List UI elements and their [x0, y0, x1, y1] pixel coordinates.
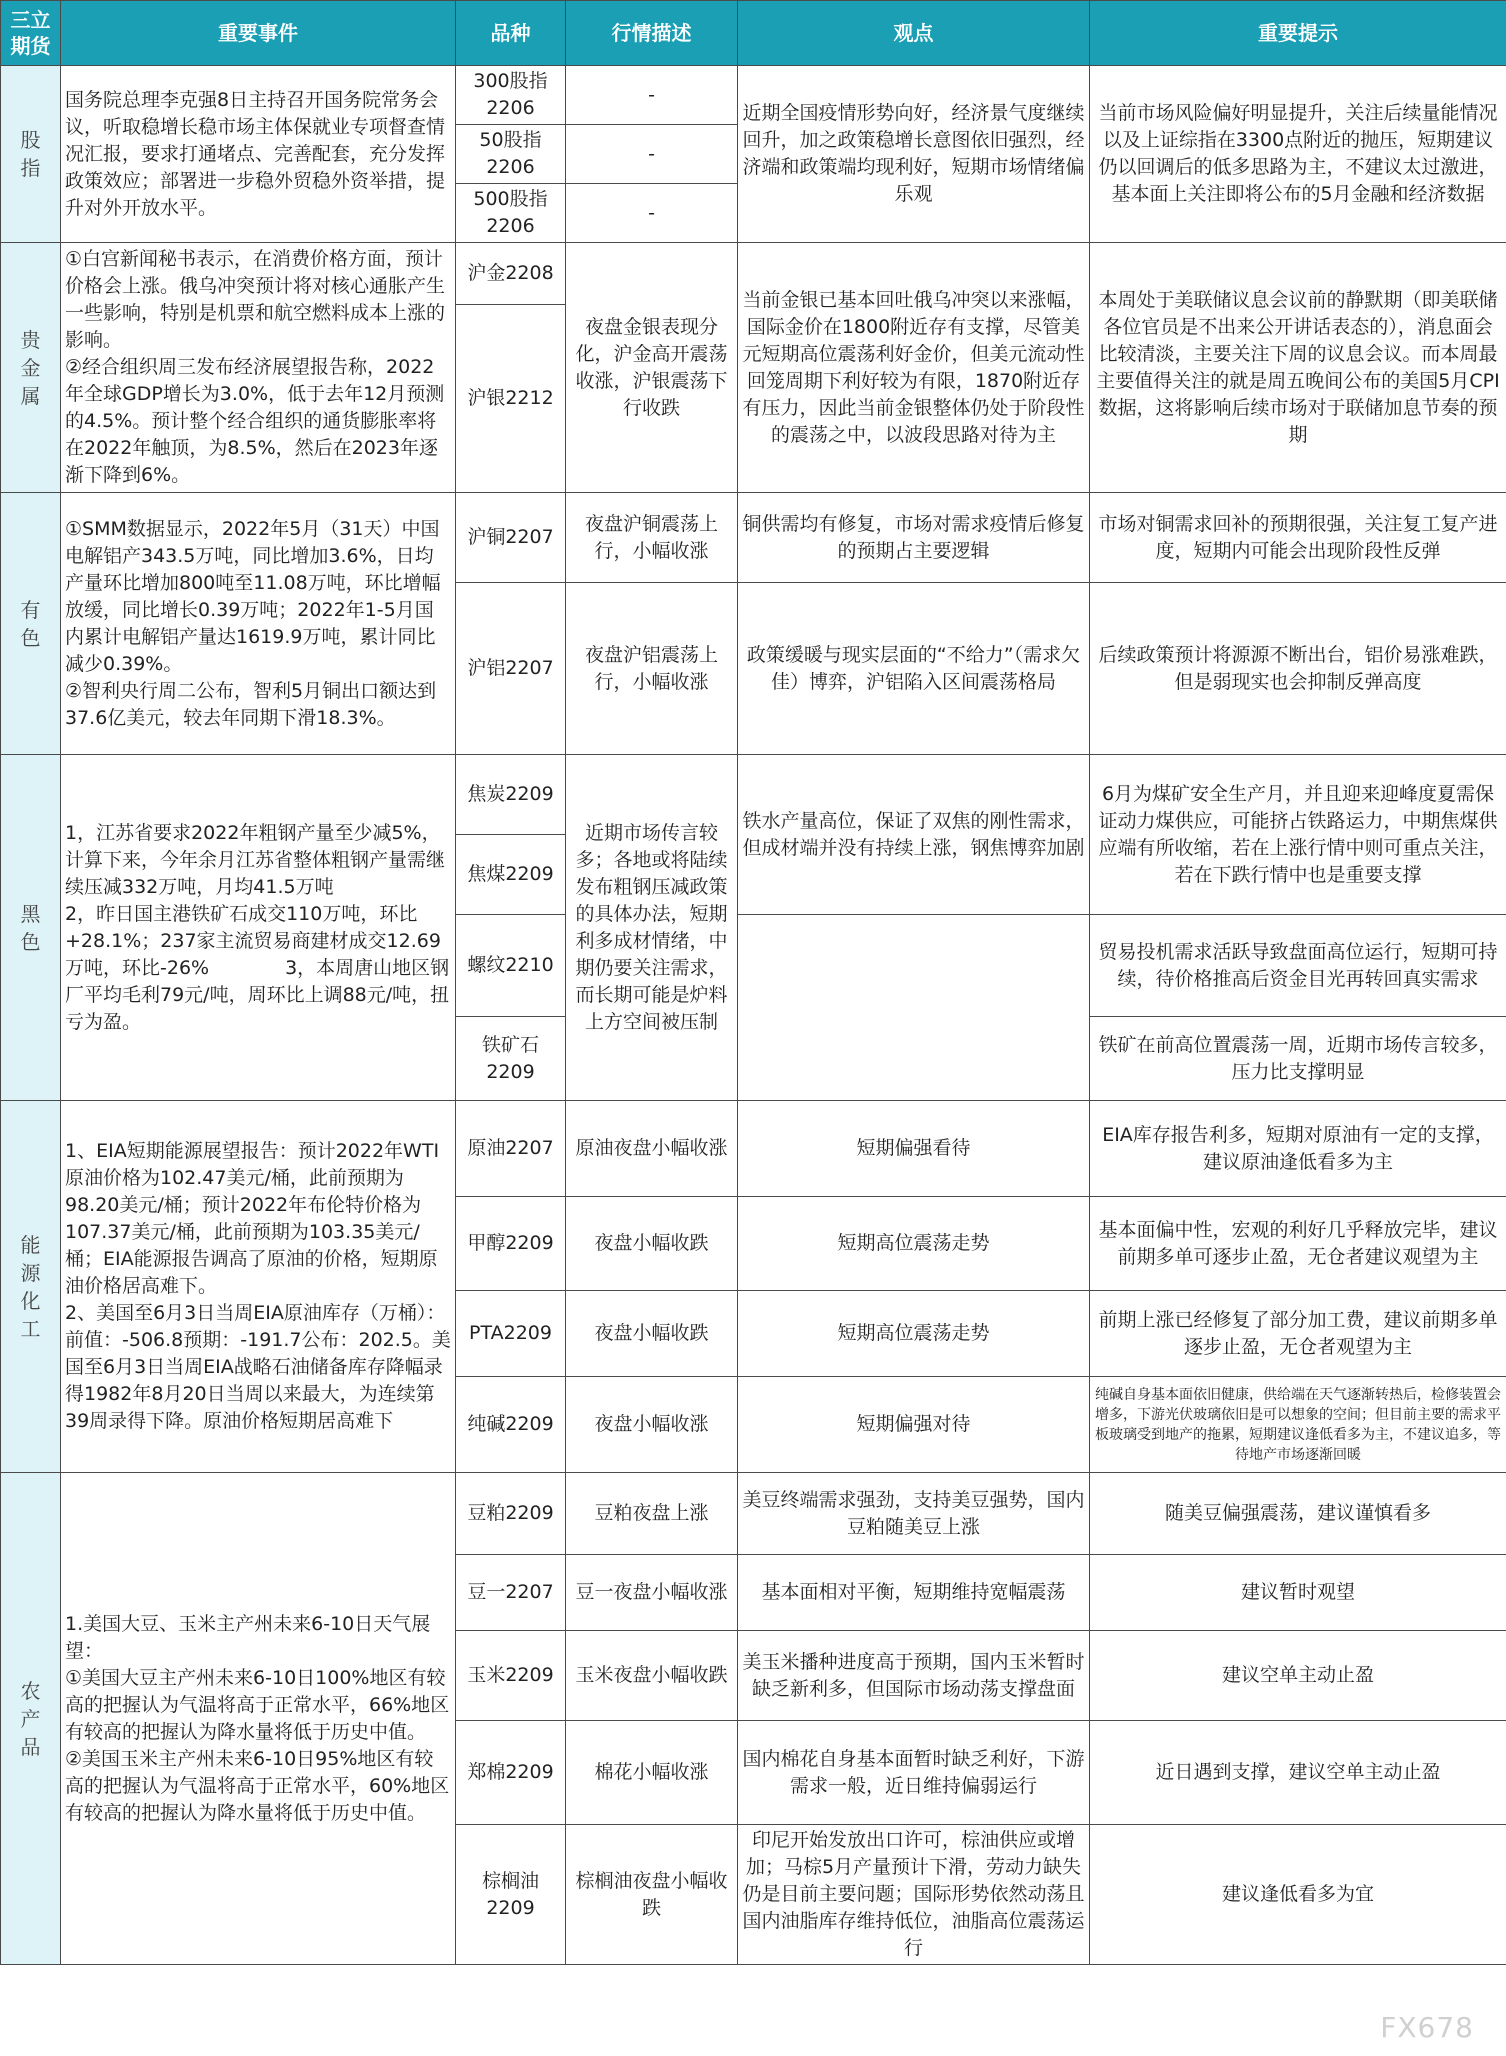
tip-cell: 贸易投机需求活跃导致盘面高位运行，短期可持续，待价格推高后资金目光再转回真实需求: [1090, 915, 1506, 1017]
view-header: 观点: [738, 1, 1090, 66]
event-stock-index: 国务院总理李克强8日主持召开国务院常务会议，听取稳增长稳市场主体保就业专项督查情况汇报，要求打通堵点、完善配套，充分发挥政策效应；部署进一步稳外贸稳外资举措，提升对外开放水平。: [61, 66, 456, 243]
tip-cell: 后续政策预计将源源不断出台，铝价易涨难跌，但是弱现实也会抑制反弹高度: [1090, 583, 1506, 755]
view-cell: 铁水产量高位，保证了双焦的刚性需求，但成材端并没有持续上涨，钢焦博弈加剧: [738, 755, 1090, 915]
market-cell: 近期市场传言较多；各地或将陆续发布粗钢压减政策的具体办法，短期利多成材情绪，中期仍要关注需求，而长期可能是炉料上方空间被压制: [566, 755, 738, 1101]
view-cell: 当前金银已基本回吐俄乌冲突以来涨幅，国际金价在1800附近存有支撑，尽管美元短期高位震荡利好金价，但美元流动性回笼周期下利好较为有限，1870附近存有压力，因此当前金银整体仍处于阶段性的震荡之中，以波段思路对待为主: [738, 243, 1090, 493]
variety-cell: 焦炭2209: [456, 755, 566, 835]
view-cell: 政策缓暖与现实层面的“不给力”（需求欠佳）博弈，沪铝陷入区间震荡格局: [738, 583, 1090, 755]
table-row: [1, 493, 1506, 583]
variety-cell: 500股指2206: [456, 184, 566, 243]
watermark-logo: FX678: [1380, 2011, 1474, 2044]
view-cell: 铜供需均有修复，市场对需求疫情后修复的预期占主要逻辑: [738, 493, 1090, 583]
variety-cell: 沪铝2207: [456, 583, 566, 755]
market-cell: 夜盘沪铝震荡上行，小幅收涨: [566, 583, 738, 755]
market-cell: 豆粕夜盘上涨: [566, 1473, 738, 1555]
market-cell: -: [566, 125, 738, 184]
view-cell: 短期偏强对待: [738, 1377, 1090, 1473]
view-cell: 国内棉花自身基本面暂时缺乏利好，下游需求一般，近日维持偏弱运行: [738, 1721, 1090, 1825]
variety-cell: 沪金2208: [456, 243, 566, 305]
tip-cell: 前期上涨已经修复了部分加工费，建议前期多单逐步止盈，无仓者观望为主: [1090, 1291, 1506, 1377]
variety-header: 品种: [456, 1, 566, 66]
variety-cell: 纯碱2209: [456, 1377, 566, 1473]
variety-cell: 300股指2206: [456, 66, 566, 125]
tip-cell: 建议逢低看多为宜: [1090, 1825, 1506, 1965]
tip-cell: EIA库存报告利多，短期对原油有一定的支撑，建议原油逢低看多为主: [1090, 1101, 1506, 1197]
variety-cell: PTA2209: [456, 1291, 566, 1377]
view-cell: 美豆终端需求强劲，支持美豆强势，国内豆粕随美豆上涨: [738, 1473, 1090, 1555]
variety-cell: 棕榈油2209: [456, 1825, 566, 1965]
market-header: 行情描述: [566, 1, 738, 66]
event-agriculture: 1.美国大豆、玉米主产州未来6-10日天气展望： ①美国大豆主产州未来6-10日100%地区有较高的把握认为气温将高于正常水平，66%地区有较高的把握认为降水量将低于历史中值。 ②美国玉米主产州未来6-10日95%地区有较高的把握认为气温将高于正常水平，60%地区有较高的把握认为降水量将低于历史中值。: [61, 1473, 456, 1965]
variety-cell: 原油2207: [456, 1101, 566, 1197]
variety-cell: 玉米2209: [456, 1631, 566, 1721]
event-precious-metals: ①白宫新闻秘书表示，在消费价格方面，预计价格会上涨。俄乌冲突预计将对核心通胀产生一些影响，特别是机票和航空燃料成本上涨的影响。 ②经合组织周三发布经济展望报告称，2022年全球GDP增长为3.0%，低于去年12月预测的4.5%。预计整个经合组织的通货膨胀率将在2022年触顶，为8.5%，然后在2023年逐渐下降到6%。: [61, 243, 456, 493]
sector-label-ferrous: 黑色: [1, 755, 61, 1101]
variety-cell: 沪银2212: [456, 305, 566, 493]
tip-cell: 建议空单主动止盈: [1090, 1631, 1506, 1721]
variety-cell: 铁矿石2209: [456, 1017, 566, 1101]
variety-cell: 豆一2207: [456, 1555, 566, 1631]
view-cell: 短期偏强看待: [738, 1101, 1090, 1197]
market-cell: 棉花小幅收涨: [566, 1721, 738, 1825]
market-cell: 豆一夜盘小幅收涨: [566, 1555, 738, 1631]
view-cell: 美玉米播种进度高于预期，国内玉米暂时缺乏新利多，但国际市场动荡支撑盘面: [738, 1631, 1090, 1721]
market-cell: 夜盘金银表现分化，沪金高开震荡收涨，沪银震荡下行收跌: [566, 243, 738, 493]
table-row: [1, 1101, 1506, 1197]
market-cell: -: [566, 66, 738, 125]
tip-cell: 铁矿在前高位置震荡一周，近期市场传言较多，压力比支撑明显: [1090, 1017, 1506, 1101]
table-row: [1, 755, 1506, 835]
market-cell: 夜盘小幅收跌: [566, 1197, 738, 1291]
sector-label-precious-metals: 贵金属: [1, 243, 61, 493]
view-cell: 短期高位震荡走势: [738, 1291, 1090, 1377]
market-cell: 棕榈油夜盘小幅收跌: [566, 1825, 738, 1965]
table-row: [1, 243, 1506, 305]
sector-label-energy-chemicals: 能源化工: [1, 1101, 61, 1473]
event-ferrous: 1，江苏省要求2022年粗钢产量至少减5%，计算下来，今年余月江苏省整体粗钢产量需继续压减332万吨，月均41.5万吨 2，昨日国主港铁矿石成交110万吨，环比+28.1%；237家主流贸易商建材成交12.69万吨，环比-26% 3，本周唐山地区钢厂平均毛利79元/吨，周环比上调88元/吨，扭亏为盈。: [61, 755, 456, 1101]
tip-header: 重要提示: [1090, 1, 1506, 66]
tip-cell: 6月为煤矿安全生产月，并且迎来迎峰度夏需保证动力煤供应，可能挤占铁路运力，中期焦煤供应端有所收缩，若在上涨行情中则可重点关注，若在下跌行情中也是重要支撑: [1090, 755, 1506, 915]
sector-label-agriculture: 农产品: [1, 1473, 61, 1965]
variety-cell: 甲醇2209: [456, 1197, 566, 1291]
table-header-row: [1, 1, 1506, 66]
variety-cell: 郑棉2209: [456, 1721, 566, 1825]
market-cell: 玉米夜盘小幅收跌: [566, 1631, 738, 1721]
market-cell: 原油夜盘小幅收涨: [566, 1101, 738, 1197]
tip-cell: 本周处于美联储议息会议前的静默期（即美联储各位官员是不出来公开讲话表态的），消息面会比较清淡，主要关注下周的议息会议。而本周最主要值得关注的就是周五晚间公布的美国5月CPI数据，这将影响后续市场对于联储加息节奏的预期: [1090, 243, 1506, 493]
variety-cell: 焦煤2209: [456, 835, 566, 915]
tip-cell: 随美豆偏强震荡，建议谨慎看多: [1090, 1473, 1506, 1555]
view-cell: 基本面相对平衡，短期维持宽幅震荡: [738, 1555, 1090, 1631]
market-cell: -: [566, 184, 738, 243]
tip-cell: 市场对铜需求回补的预期很强，关注复工复产进度，短期内可能会出现阶段性反弹: [1090, 493, 1506, 583]
variety-cell: 豆粕2209: [456, 1473, 566, 1555]
event-energy-chemicals: 1、EIA短期能源展望报告：预计2022年WTI原油价格为102.47美元/桶，此前预期为98.20美元/桶；预计2022年布伦特价格为107.37美元/桶，此前预期为103.35美元/桶；EIA能源报告调高了原油的价格，短期原油价格居高难下。 2、美国至6月3日当周EIA原油库存（万桶）：前值：-506.8预期：-191.7公布：202.5。美国至6月3日当周EIA战略石油储备库存降幅录得1982年8月20日当周以来最大，为连续第39周录得下降。原油价格短期居高难下: [61, 1101, 456, 1473]
view-cell: 印尼开始发放出口许可，棕油供应或增加；马棕5月产量预计下滑，劳动力缺失仍是目前主要问题；国际形势依然动荡且国内油脂库存维持低位，油脂高位震荡运行: [738, 1825, 1090, 1965]
table-row: [1, 1473, 1506, 1555]
tip-cell: 纯碱自身基本面依旧健康，供给端在天气逐渐转热后，检修装置会增多，下游光伏玻璃依旧是可以想象的空间；但目前主要的需求平板玻璃受到地产的拖累，短期建议逢低看多为主，不建议追多，等待地产市场逐渐回暖: [1090, 1377, 1506, 1473]
tip-cell: 建议暂时观望: [1090, 1555, 1506, 1631]
sector-label-stock-index: 股指: [1, 66, 61, 243]
view-cell: 近期全国疫情形势向好，经济景气度继续回升，加之政策稳增长意图依旧强烈，经济端和政策端均现利好，短期市场情绪偏乐观: [738, 66, 1090, 243]
view-cell: 短期高位震荡走势: [738, 1197, 1090, 1291]
variety-cell: 50股指2206: [456, 125, 566, 184]
event-nonferrous: ①SMM数据显示，2022年5月（31天）中国电解铝产343.5万吨，同比增加3.6%，日均产量环比增加800吨至11.08万吨，环比增幅放缓，同比增长0.39万吨；2022年1-5月国内累计电解铝产量达1619.9万吨，累计同比减少0.39%。 ②智利央行周二公布，智利5月铜出口额达到37.6亿美元，较去年同期下滑18.3%。: [61, 493, 456, 755]
variety-cell: 螺纹2210: [456, 915, 566, 1017]
table-row: [1, 66, 1506, 125]
sector-label-nonferrous: 有色: [1, 493, 61, 755]
tip-cell: 基本面偏中性，宏观的利好几乎释放完毕，建议前期多单可逐步止盈，无仓者建议观望为主: [1090, 1197, 1506, 1291]
view-cell-empty: [738, 915, 1090, 1101]
market-cell: 夜盘沪铜震荡上行，小幅收涨: [566, 493, 738, 583]
tip-cell: 当前市场风险偏好明显提升，关注后续量能情况以及上证综指在3300点附近的抛压，短期建议仍以回调后的低多思路为主，不建议太过激进，基本面上关注即将公布的5月金融和经济数据: [1090, 66, 1506, 243]
tip-cell: 近日遇到支撑，建议空单主动止盈: [1090, 1721, 1506, 1825]
market-cell: 夜盘小幅收涨: [566, 1377, 738, 1473]
company-header: 三立期货: [1, 1, 61, 66]
event-header: 重要事件: [61, 1, 456, 66]
variety-cell: 沪铜2207: [456, 493, 566, 583]
market-cell: 夜盘小幅收跌: [566, 1291, 738, 1377]
